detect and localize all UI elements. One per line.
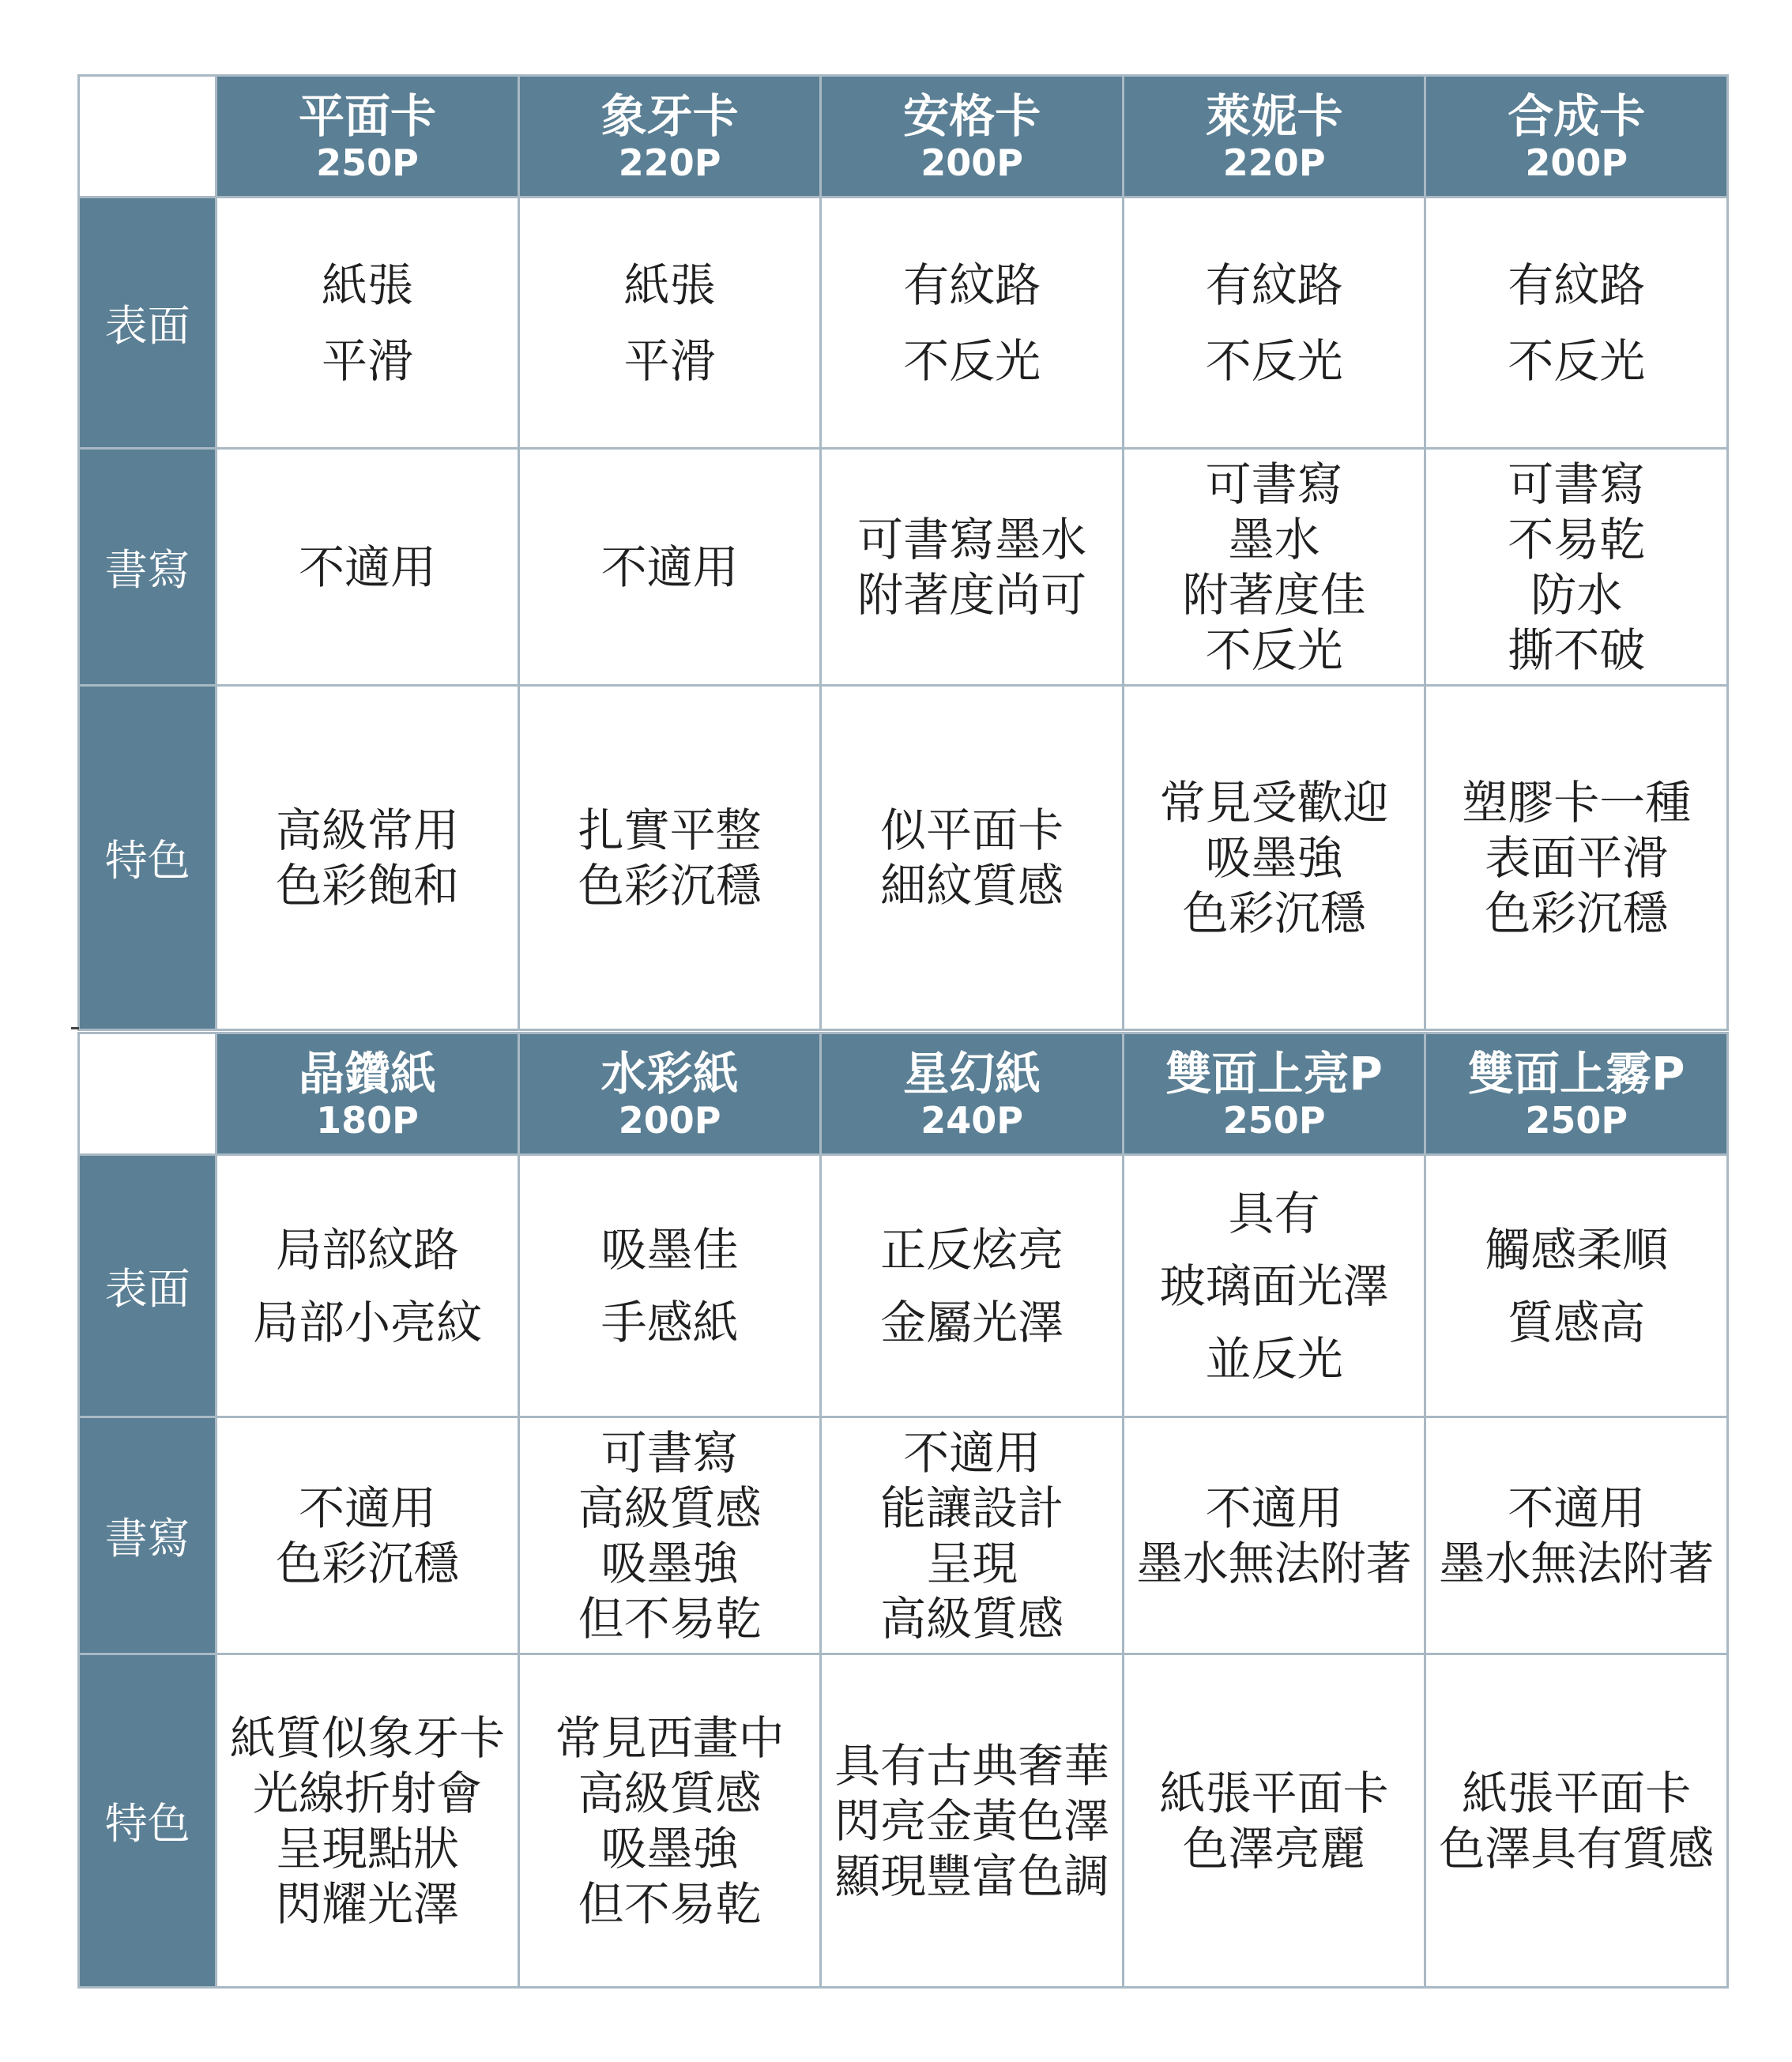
paper-type-name: 安格卡 bbox=[903, 88, 1041, 143]
cell-text-line: 玻璃面光澤 bbox=[1159, 1259, 1389, 1313]
table-row bbox=[79, 686, 1728, 1030]
cell-text-line: 但不易乾 bbox=[578, 1876, 762, 1931]
paper-type-header bbox=[1425, 1033, 1728, 1155]
table-cell bbox=[1425, 1155, 1728, 1417]
cell-text-line: 吸墨強 bbox=[600, 1536, 739, 1590]
cell-text-line: 吸墨強 bbox=[1205, 830, 1343, 885]
header-row bbox=[79, 76, 1728, 198]
cell-text-line: 防水 bbox=[1530, 567, 1623, 622]
cell-text-line: 墨水無法附著 bbox=[1136, 1536, 1412, 1590]
paper-comparison-table-1 bbox=[77, 74, 1729, 1031]
paper-type-header bbox=[1123, 1033, 1425, 1155]
paper-type-header bbox=[821, 76, 1124, 198]
row-label: 表面 bbox=[79, 1155, 216, 1417]
table-cell bbox=[216, 1417, 519, 1654]
table-cell bbox=[821, 198, 1124, 449]
cell-text-line: 能讓設計 bbox=[880, 1481, 1064, 1535]
row-label: 特色 bbox=[79, 1654, 216, 1988]
cell-text-line: 不適用 bbox=[1205, 1481, 1343, 1535]
paper-type-header bbox=[1425, 76, 1728, 198]
cell-text-line: 附著度尚可 bbox=[857, 567, 1087, 622]
cell-text-line: 可書寫 bbox=[1205, 457, 1343, 511]
table-row bbox=[79, 449, 1728, 686]
table-cell bbox=[1123, 1155, 1425, 1417]
cell-text-line: 不易乾 bbox=[1508, 512, 1646, 566]
cell-text-line: 表面平滑 bbox=[1485, 830, 1669, 885]
header-row bbox=[79, 1033, 1728, 1155]
table-row bbox=[79, 1417, 1728, 1654]
paper-type-name: 雙面上霧P bbox=[1467, 1046, 1685, 1101]
cell-text-line: 吸墨強 bbox=[600, 1821, 739, 1876]
cell-text-line: 常見西畫中 bbox=[555, 1710, 785, 1765]
cell-text-line: 可書寫 bbox=[1508, 457, 1646, 511]
cell-text-line: 不適用 bbox=[299, 540, 437, 594]
table-cell bbox=[518, 686, 821, 1030]
cell-text-line: 平滑 bbox=[623, 333, 716, 388]
cell-text-line: 紙張平面卡 bbox=[1159, 1766, 1389, 1820]
cell-text-line: 具有古典奢華 bbox=[834, 1738, 1110, 1793]
paper-weight: 220P bbox=[618, 141, 721, 184]
table-cell bbox=[1123, 1417, 1425, 1654]
table-cell bbox=[1425, 198, 1728, 449]
table-cell bbox=[518, 1155, 821, 1417]
cell-text-line: 塑膠卡一種 bbox=[1462, 775, 1692, 830]
cell-text-line: 但不易乾 bbox=[578, 1591, 762, 1646]
paper-weight: 250P bbox=[316, 141, 419, 184]
paper-type-name: 星幻紙 bbox=[903, 1046, 1041, 1101]
cell-text-line: 有紋路 bbox=[1508, 258, 1646, 312]
paper-type-name: 合成卡 bbox=[1508, 88, 1646, 143]
table-cell bbox=[216, 1654, 519, 1988]
paper-type-header bbox=[216, 1033, 519, 1155]
row-label: 書寫 bbox=[79, 1417, 216, 1654]
table-cell bbox=[1123, 686, 1425, 1030]
cell-text-line: 具有 bbox=[1228, 1186, 1320, 1240]
cell-text-line: 紙張平面卡 bbox=[1462, 1766, 1692, 1820]
paper-type-name: 雙面上亮P bbox=[1165, 1046, 1383, 1101]
cell-text-line: 色澤亮麗 bbox=[1182, 1821, 1366, 1876]
cell-text-line: 色彩飽和 bbox=[276, 858, 460, 912]
table-row bbox=[79, 1155, 1728, 1417]
paper-type-name: 象牙卡 bbox=[600, 88, 739, 143]
cell-text-line: 附著度佳 bbox=[1182, 567, 1366, 622]
cell-text-line: 手感紙 bbox=[600, 1295, 739, 1349]
table-cell bbox=[821, 1417, 1124, 1654]
cell-text-line: 紙質似象牙卡 bbox=[230, 1710, 506, 1765]
table-cell bbox=[216, 198, 519, 449]
paper-type-header bbox=[821, 1033, 1124, 1155]
cell-text-line: 正反炫亮 bbox=[880, 1222, 1064, 1277]
cell-text-line: 高級質感 bbox=[578, 1766, 762, 1820]
cell-text-line: 似平面卡 bbox=[880, 803, 1064, 857]
cell-text-line: 吸墨佳 bbox=[600, 1222, 739, 1277]
cell-text-line: 局部小亮紋 bbox=[253, 1295, 483, 1349]
cell-text-line: 質感高 bbox=[1508, 1295, 1646, 1349]
table-cell bbox=[518, 1654, 821, 1988]
cell-text-line: 不適用 bbox=[903, 1425, 1041, 1480]
divider-tick bbox=[71, 1027, 79, 1029]
table-cell bbox=[518, 198, 821, 449]
paper-type-header bbox=[216, 76, 519, 198]
row-label: 表面 bbox=[79, 198, 216, 449]
table-cell bbox=[821, 1155, 1124, 1417]
cell-text-line: 觸感柔順 bbox=[1485, 1222, 1669, 1277]
table-cell bbox=[216, 449, 519, 686]
paper-weight: 180P bbox=[316, 1098, 419, 1142]
cell-text-line: 扎實平整 bbox=[578, 803, 762, 857]
table-cell bbox=[821, 449, 1124, 686]
paper-weight: 250P bbox=[1525, 1098, 1628, 1142]
table-row bbox=[79, 198, 1728, 449]
cell-text-line: 顯現豐富色調 bbox=[834, 1849, 1110, 1903]
cell-text-line: 色彩沉穩 bbox=[276, 1536, 460, 1590]
cell-text-line: 有紋路 bbox=[903, 258, 1041, 312]
table-cell bbox=[1425, 1417, 1728, 1654]
paper-weight: 220P bbox=[1222, 141, 1326, 184]
paper-weight: 200P bbox=[1525, 141, 1628, 184]
cell-text-line: 紙張 bbox=[623, 258, 716, 312]
paper-type-header bbox=[518, 76, 821, 198]
cell-text-line: 可書寫墨水 bbox=[857, 512, 1087, 566]
table-cell bbox=[1123, 449, 1425, 686]
table-row bbox=[79, 1654, 1728, 1988]
cell-text-line: 不適用 bbox=[299, 1481, 437, 1535]
table-cell bbox=[1123, 198, 1425, 449]
cell-text-line: 閃亮金黃色澤 bbox=[834, 1793, 1110, 1848]
cell-text-line: 色彩沉穩 bbox=[1182, 886, 1366, 940]
table-cell bbox=[1425, 686, 1728, 1030]
cell-text-line: 光線折射會 bbox=[253, 1766, 483, 1820]
cell-text-line: 有紋路 bbox=[1205, 258, 1343, 312]
paper-type-header bbox=[1123, 76, 1425, 198]
table-cell bbox=[821, 1654, 1124, 1988]
table-cell bbox=[1425, 449, 1728, 686]
corner-cell bbox=[79, 1033, 216, 1155]
cell-text-line: 色彩沉穩 bbox=[578, 858, 762, 912]
cell-text-line: 紙張 bbox=[322, 258, 414, 312]
paper-type-name: 晶鑽紙 bbox=[299, 1046, 437, 1101]
cell-text-line: 撕不破 bbox=[1508, 623, 1646, 677]
cell-text-line: 金屬光澤 bbox=[880, 1295, 1064, 1349]
paper-type-header bbox=[518, 1033, 821, 1155]
cell-text-line: 並反光 bbox=[1205, 1331, 1343, 1386]
cell-text-line: 平滑 bbox=[322, 333, 414, 388]
table-cell bbox=[518, 449, 821, 686]
cell-text-line: 墨水 bbox=[1228, 512, 1320, 566]
cell-text-line: 不適用 bbox=[1508, 1481, 1646, 1535]
paper-weight: 200P bbox=[920, 141, 1023, 184]
table-cell bbox=[1123, 1654, 1425, 1988]
paper-weight: 200P bbox=[618, 1098, 721, 1142]
paper-weight: 250P bbox=[1222, 1098, 1326, 1142]
paper-type-name: 水彩紙 bbox=[600, 1046, 739, 1101]
table-cell bbox=[216, 686, 519, 1030]
paper-type-name: 萊妮卡 bbox=[1205, 88, 1343, 143]
table-cell bbox=[518, 1417, 821, 1654]
cell-text-line: 常見受歡迎 bbox=[1159, 775, 1389, 830]
cell-text-line: 高級質感 bbox=[578, 1481, 762, 1535]
cell-text-line: 不反光 bbox=[1205, 623, 1343, 677]
cell-text-line: 不反光 bbox=[1508, 333, 1646, 388]
cell-text-line: 高級質感 bbox=[880, 1591, 1064, 1646]
cell-text-line: 色澤具有質感 bbox=[1439, 1821, 1715, 1876]
cell-text-line: 局部紋路 bbox=[276, 1222, 460, 1277]
corner-cell bbox=[79, 76, 216, 198]
cell-text-line: 不反光 bbox=[903, 333, 1041, 388]
cell-text-line: 高級常用 bbox=[276, 803, 460, 857]
table-cell bbox=[1425, 1654, 1728, 1988]
paper-type-name: 平面卡 bbox=[299, 88, 437, 143]
table-cell bbox=[216, 1155, 519, 1417]
paper-comparison-table-2 bbox=[77, 1032, 1729, 1989]
row-label: 特色 bbox=[79, 686, 216, 1030]
cell-text-line: 墨水無法附著 bbox=[1439, 1536, 1715, 1590]
row-label: 書寫 bbox=[79, 449, 216, 686]
cell-text-line: 色彩沉穩 bbox=[1485, 886, 1669, 940]
cell-text-line: 不反光 bbox=[1205, 333, 1343, 388]
paper-weight: 240P bbox=[920, 1098, 1023, 1142]
table-cell bbox=[821, 686, 1124, 1030]
cell-text-line: 可書寫 bbox=[600, 1425, 739, 1480]
cell-text-line: 呈現點狀 bbox=[276, 1821, 460, 1876]
cell-text-line: 不適用 bbox=[600, 540, 739, 594]
cell-text-line: 呈現 bbox=[926, 1536, 1018, 1590]
cell-text-line: 細紋質感 bbox=[880, 858, 1064, 912]
cell-text-line: 閃耀光澤 bbox=[276, 1876, 460, 1931]
